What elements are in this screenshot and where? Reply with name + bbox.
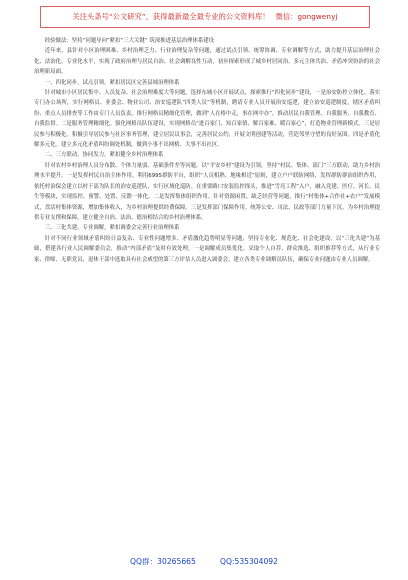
- section-body-1: 针对城市小区居民集中、人员复杂、社会治理难度大等问题，选择东城小区开展试点，探索推行“四化同步”建设，一是治安防控立体化。落实专门办公场所，实行网格员、业委会、物业公司、治安巡逻队“四类人员”等机制，聘请专业人员开展治安巡逻，建立治安巡逻制度，辖区矛盾纠纷、重点人员排查等工作由专门人员负责，推行网格员精细化管理，做到“人在格中走，事在网中办”，推动居民自我管理、自我服务、自我教育、自我监督。二是服务管理精细化。强化网格员队伍建设，实现网格员“进百家门、知百家情、解百家难、暖百家心”，打造物业管理新模式。三是居民参与积极化。积极引导居民参与社区事务管理，建立居民议事会，完善居民公约，开展文明创建等活动，营造邻里守望的良好氛围。四是矛盾化解多元化。建立多元化矛盾纠纷调处机制，做到小事不出网格、大事不出社区。: [34, 90, 380, 149]
- promo-banner: [40, 6, 370, 28]
- document-body: [34, 36, 380, 541]
- footer-gap: [196, 557, 220, 566]
- banner-wechat-text: 微信：gongwenyj: [275, 12, 338, 21]
- section-heading-2: 二、三方联动，协同发力，紧扣健全乡村治理体系: [44, 152, 164, 159]
- section-body-3: 针对不同行业领域矛盾纠纷日益复杂、专业性问题增多、矛盾激化趋势明显等问题，坚持专业化、规范化、社会化建设，以“三化共建”为基础，搭建各行业人民调解委员会，推动“内部矛盾”及时有效处理。一是调解成员集优化。采取个人自荐、群众推选、组织推荐等方式，从行业专家、律师、无职党员、退休干部中选取具有社会威望的第三方评估人员进入调委会，建立各类专业调解员队伍，确保专业问题由专业人员调解。: [34, 235, 380, 263]
- qq-group-text: QQ群：30265665: [130, 556, 196, 566]
- section-body-2: 针对农村乡村治理人员分布散、个体力量弱、基础条件差等问题，以“平安乡村”建设为引领，坚持“村民、集体、部门”三方联动，助力乡村治理水平提升。一是发挥村民自治主体作用。利用6995群防平台，组织“人员相熟、地缘相近”原则，建立户户联防网络，发挥群防群治组织作用，依托村治保会建立以村干部为队长的治安巡逻队，实行区域化巡防。在重要路口安装监控探头，推进“雪亮工程”入户，融入党建、医疗、河长、民生等模块，实现监控、预警、处置、反馈一体化。二是发挥集体组织作用。针对资源闲置、缺乏经营等问题，推行“村集体+合作社+农户”发展模式，盘活村集体资源，增加集体收入，为乡村治理提供经费保障。三是发挥部门保障作用。统筹公安、司法、民政等部门力量下沉，为乡村治理提供专业支撑和保障，建立健全自治、法治、德治相结合的乡村治理体系。: [34, 162, 380, 221]
- banner-promo-text: 关注头条号“公文研究”，获得最新最全最专业的公文资料库！: [72, 12, 270, 21]
- contact-footer: [0, 553, 408, 569]
- section-heading-3: 三、三化共建，专业调解，紧扣调委会完善行业治理体系: [44, 225, 180, 232]
- intro-paragraph: 近年来，县针对小区治理困难、乡村治理乏力、行业治理复杂等问题，通过试点引领、统筹协调、专业调解等方式，助力提升基层治理社会化、法治化、专业化水平，实现了政府治理与居民自治、社会调解良性互动，初步探索形成了城乡村居同治、多元主体共治、矛盾冲突协治的社会治理新局面。: [34, 48, 380, 76]
- section-heading-1: 一、四化同步，试点引领，紧扣居民区完善县域治理体系: [44, 79, 180, 86]
- document-title: 经验做法：坚持“问题导向”紧扣“三大关键” 筑深推进基层治理体系建设: [44, 38, 215, 44]
- qq-text: QQ:535304092: [219, 556, 278, 566]
